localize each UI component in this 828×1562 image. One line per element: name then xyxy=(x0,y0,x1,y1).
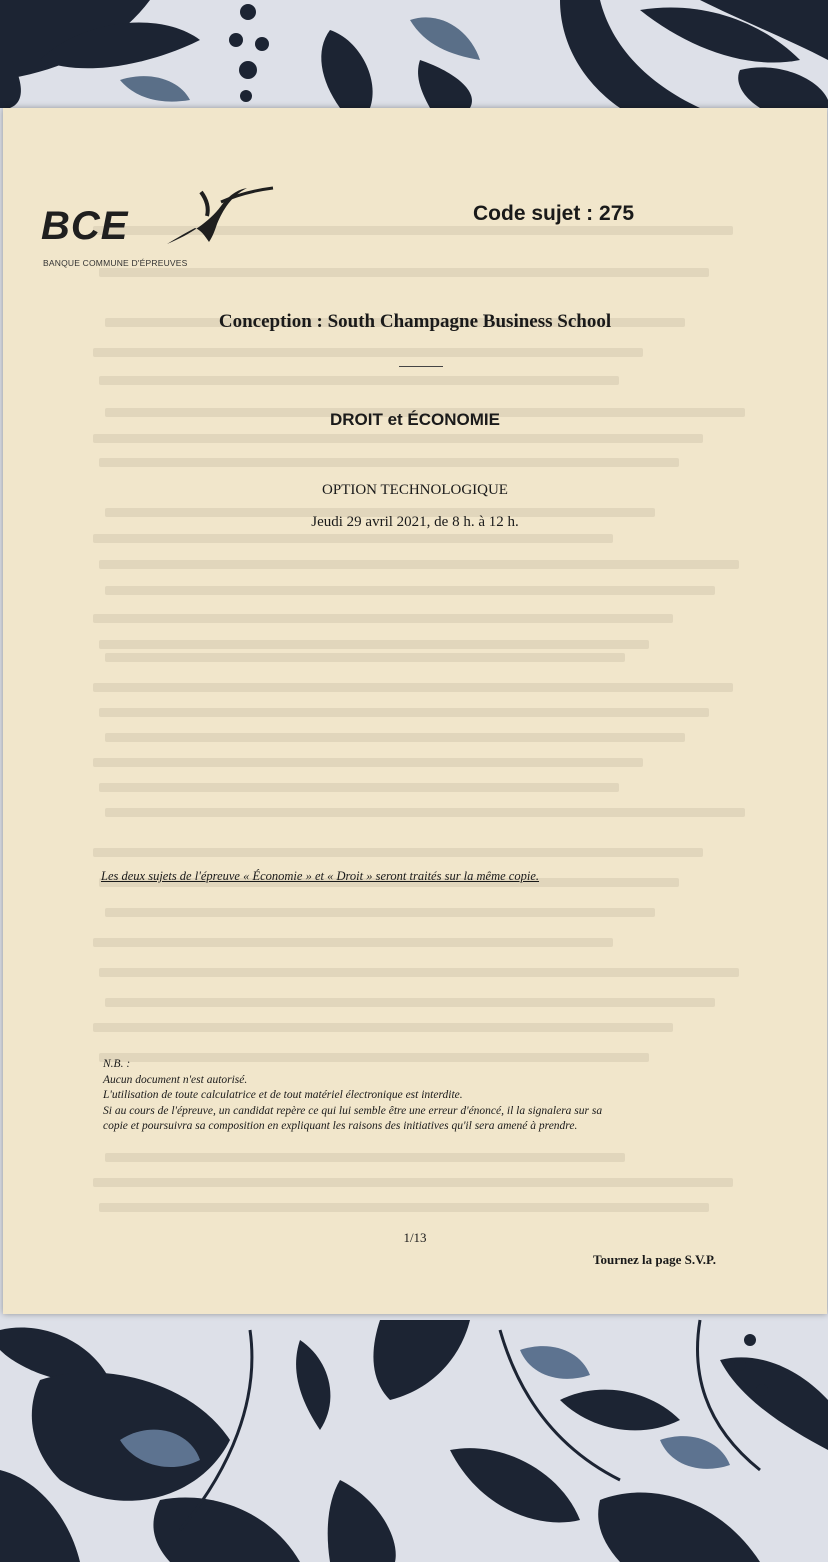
separator-rule xyxy=(399,366,443,367)
exam-cover-page xyxy=(3,108,827,1314)
ghost-line xyxy=(93,534,613,543)
code-sujet: Code sujet : 275 xyxy=(473,202,635,225)
ghost-line xyxy=(99,968,739,977)
ghost-line xyxy=(105,908,655,917)
ghost-line xyxy=(93,938,613,947)
conception-line: Conception : South Champagne Business School xyxy=(218,311,612,332)
ghost-line xyxy=(105,586,715,595)
ghost-line xyxy=(93,758,643,767)
ghost-line xyxy=(99,376,619,385)
exam-date: Jeudi 29 avril 2021, de 8 h. à 12 h. xyxy=(311,514,519,530)
ghost-line xyxy=(93,848,703,857)
ghost-line xyxy=(99,783,619,792)
ghost-line xyxy=(99,640,649,649)
ghost-line xyxy=(99,458,679,467)
bce-logo-swoosh-icon xyxy=(161,182,275,252)
page-title: DROIT et ÉCONOMIE xyxy=(329,410,500,429)
ghost-line xyxy=(93,1178,733,1187)
ghost-line xyxy=(93,614,673,623)
ghost-line xyxy=(105,998,715,1007)
ghost-line xyxy=(99,268,709,277)
nb-heading: N.B. : xyxy=(103,1058,131,1070)
ghost-line xyxy=(93,348,643,357)
page-number: 1/13 xyxy=(403,1230,427,1245)
ghost-line xyxy=(93,434,703,443)
ghost-line xyxy=(93,683,733,692)
nb-line: Si au cours de l'épreuve, un candidat repère ce qui lui semble être une erreur d'énoncé, il la signalera sur sa xyxy=(103,1104,603,1117)
turn-page-note: Tournez la page S.V.P. xyxy=(593,1252,717,1267)
nb-line: Aucun document n'est autorisé. xyxy=(103,1073,248,1086)
subjects-note: Les deux sujets de l'épreuve « Économie » et « Droit » seront traités sur la même copie. xyxy=(101,869,540,883)
ghost-line xyxy=(93,1023,673,1032)
nb-line: L'utilisation de toute calculatrice et de tout matériel électronique est interdite. xyxy=(103,1089,463,1101)
bce-logo-subtitle: BANQUE COMMUNE D'ÉPREUVES xyxy=(43,258,188,268)
ghost-line xyxy=(105,1153,625,1162)
ghost-line xyxy=(99,708,709,717)
nb-block xyxy=(103,1057,763,1135)
ghost-line xyxy=(99,560,739,569)
ghost-line xyxy=(105,808,745,817)
ghost-line xyxy=(105,733,685,742)
bce-logo-text: BCE xyxy=(41,204,129,248)
nb-line: copie et poursuivra sa composition en expliquant les raisons des initiatives qu'il sera amené à prendre. xyxy=(103,1120,578,1132)
ghost-line xyxy=(99,1203,709,1212)
option-line: OPTION TECHNOLOGIQUE xyxy=(322,482,508,498)
ghost-line xyxy=(105,653,625,662)
